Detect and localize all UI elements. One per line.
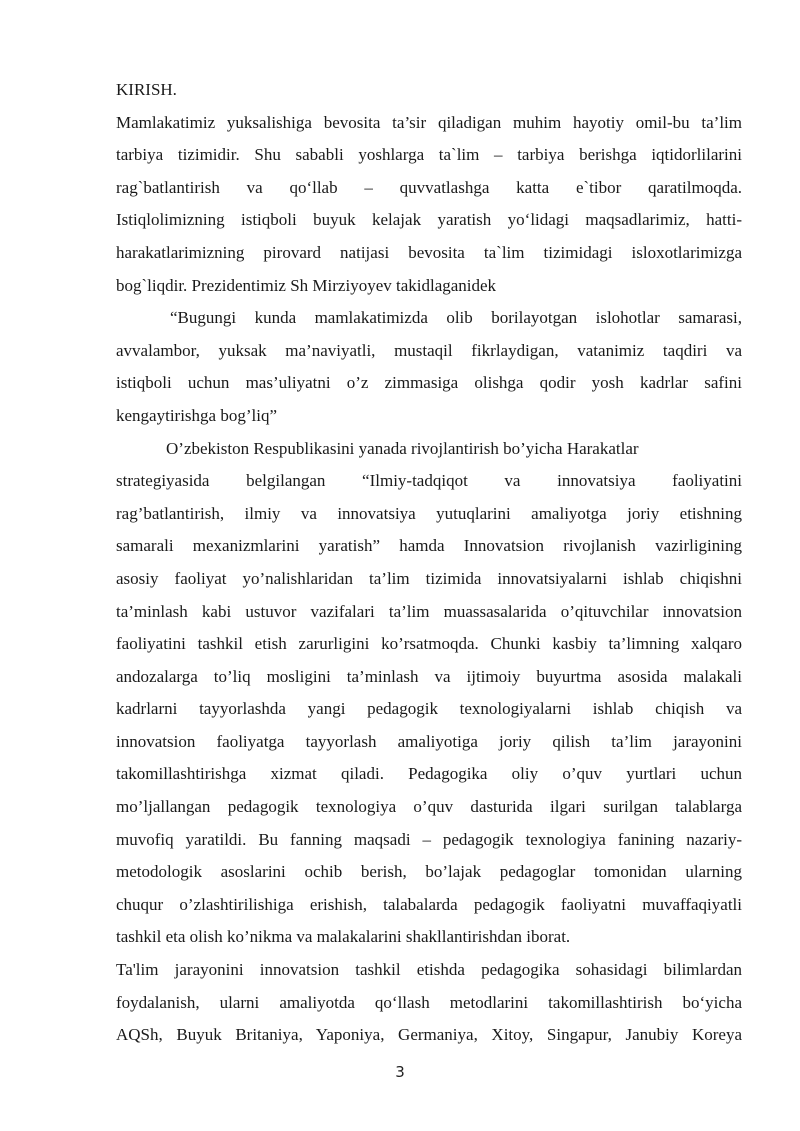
text-line: O’zbekiston Respublikasini yanada rivojlantirish bo’yicha Harakatlar xyxy=(166,438,639,458)
paragraph-intro xyxy=(116,107,742,303)
text-line: muvofiq yaratildi. Bu fanning maqsadi – pedagogik texnologiya fanining nazariy- xyxy=(116,829,742,849)
text-line: foydalanish, ularni amaliyotda qo‘llash metodlarini takomillashtirish bo‘yicha xyxy=(116,992,742,1012)
text-line: istiqboli uchun mas’uliyatni o’z zimmasiga olishga qodir yosh kadrlar safini xyxy=(116,373,742,393)
text-line: avvalambor, yuksak ma’naviyatli, mustaqil fikrlaydigan, vatanimiz taqdiri va xyxy=(116,340,742,360)
text-line: andozalarga to’liq mosligini ta’minlash va ijtimoiy buyurtma asosida malakali xyxy=(116,666,742,686)
text-line: kengaytirishga bog’liq” xyxy=(116,405,277,425)
text-line: mo’ljallangan pedagogik texnologiya o’quv dasturida ilgari surilgan talablarga xyxy=(116,797,742,817)
text-line: Ta'lim jarayonini innovatsion tashkil etishda pedagogika sohasidagi bilimlardan xyxy=(116,960,742,980)
text-line: harakatlarimizning pirovard natijasi bevosita ta`lim tizimidagi isloxotlarimizga xyxy=(116,242,742,262)
text-line: faoliyatini tashkil etish zarurligini ko’rsatmoqda. Chunki kasbiy ta’limning xalqaro xyxy=(116,634,742,654)
text-line: innovatsion faoliyatga tayyorlash amaliyotiga joriy qilish ta’lim jarayonini xyxy=(116,731,742,751)
paragraph-quote xyxy=(116,302,742,432)
document-body xyxy=(116,74,742,1052)
text-line: “Bugungi kunda mamlakatimizda olib borilayotgan islohotlar samarasi, xyxy=(170,308,742,328)
section-heading: KIRISH. xyxy=(116,80,177,99)
text-line: Mamlakatimiz yuksalishiga bevosita ta’sir qiladigan muhim hayotiy omil-bu ta’lim xyxy=(116,112,742,132)
text-line: AQSh, Buyuk Britaniya, Yaponiya, Germaniya, Xitoy, Singapur, Janubiy Koreya xyxy=(116,1025,742,1045)
page-number: 3 xyxy=(395,1063,405,1081)
text-line: asosiy faoliyat yo’nalishlaridan ta’lim tizimida innovatsiyalarni ishlab chiqishni xyxy=(116,568,742,588)
text-line: ta’minlash kabi ustuvor vazifalari ta’lim muassasalarida o’qituvchilar innovatsion xyxy=(116,601,742,621)
text-line: strategiyasida belgilangan “Ilmiy-tadqiqot va innovatsiya faoliyatini xyxy=(116,471,742,491)
text-line: rag’batlantirish, ilmiy va innovatsiya yutuqlarini amaliyotga joriy etishning xyxy=(116,503,742,523)
text-line: takomillashtirishga xizmat qiladi. Pedagogika oliy o’quv yurtlari uchun xyxy=(116,764,742,784)
text-line: kadrlarni tayyorlashda yangi pedagogik texnologiyalarni ishlab chiqish va xyxy=(116,699,742,719)
text-line: tarbiya tizimidir. Shu sababli yoshlarga ta`lim – tarbiya berishga iqtidorlilarini xyxy=(116,145,742,165)
text-line: tashkil eta olish ko’nikma va malakalarini shakllantirishdan iborat. xyxy=(116,927,571,947)
text-line: chuqur o’zlashtirilishiga erishish, talabalarda pedagogik faoliyatni muvaffaqiyatli xyxy=(116,894,742,914)
paragraph-strategy xyxy=(116,433,742,955)
text-line: samarali mexanizmlarini yaratish” hamda Innovatsion rivojlanish vazirligining xyxy=(116,536,742,556)
paragraph-education xyxy=(116,954,742,1052)
text-line: rag`batlantirish va qo‘llab – quvvatlashga katta e`tibor qaratilmoqda. xyxy=(116,177,742,197)
text-line: metodologik asoslarini ochib berish, bo’lajak pedagoglar tomonidan ularning xyxy=(116,862,742,882)
text-line: Istiqlolimizning istiqboli buyuk kelajak yaratish yo‘lidagi maqsadlarimiz, hatti- xyxy=(116,210,742,230)
text-line: bog`liqdir. Prezidentimiz Sh Mirziyoyev takidlaganidek xyxy=(116,275,497,295)
